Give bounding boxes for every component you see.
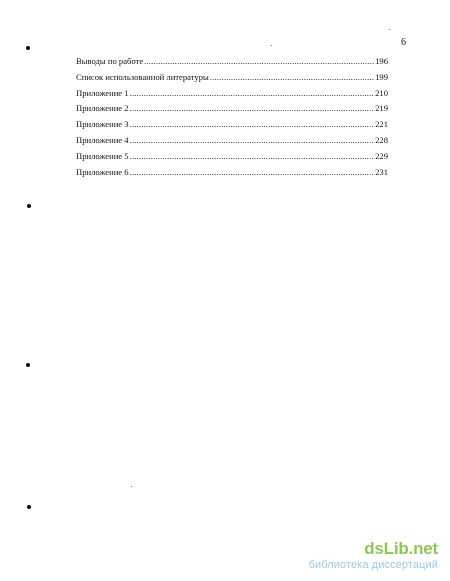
- toc-entry: [76, 102, 388, 118]
- scan-speck-icon: [131, 486, 132, 487]
- toc-entry-page: 199: [375, 71, 388, 82]
- watermark-caption: библиотека диссертаций: [308, 559, 438, 571]
- toc-entry-label: Приложение 6: [76, 166, 129, 177]
- toc-dot-leader: [130, 150, 375, 162]
- dslib-watermark: [309, 539, 438, 572]
- page-number: 6: [401, 37, 406, 48]
- toc-entry-page: 229: [375, 150, 388, 161]
- punch-hole-dot-icon: [27, 505, 31, 509]
- toc-entry-page: 196: [375, 56, 388, 66]
- toc-entry: [76, 134, 388, 150]
- toc-entry-page: 231: [375, 166, 388, 177]
- toc-entry-label: Приложение 2: [76, 103, 129, 114]
- toc-entry: [76, 87, 388, 103]
- toc-entry-label: Приложение 4: [76, 134, 129, 145]
- toc-entry: [76, 150, 388, 166]
- toc-entry-label: Выводы по работе: [76, 56, 144, 66]
- toc-entry: [76, 166, 388, 182]
- scan-speck-icon: [271, 45, 272, 46]
- table-of-contents: [76, 55, 388, 181]
- toc-dot-leader: [130, 118, 375, 130]
- toc-entry-page: 219: [375, 103, 388, 114]
- toc-dot-leader: [130, 134, 375, 146]
- toc-dot-leader: [144, 55, 374, 67]
- toc-dot-leader: [210, 71, 374, 83]
- toc-dot-leader: [130, 87, 375, 99]
- toc-entry: [76, 118, 388, 134]
- toc-entry-label: Приложение 5: [76, 150, 129, 161]
- punch-hole-dot-icon: [27, 204, 31, 208]
- toc-entry-page: 210: [375, 87, 388, 98]
- toc-entry: [76, 55, 388, 71]
- toc-entry-label: Список использованной литературы: [76, 71, 209, 82]
- toc-dot-leader: [130, 102, 375, 114]
- watermark-logo: dsLib.net: [364, 539, 438, 558]
- scan-speck-icon: [389, 29, 390, 30]
- toc-entry-page: 228: [375, 134, 388, 145]
- toc-entry-label: Приложение 3: [76, 119, 129, 130]
- punch-hole-dot-icon: [26, 46, 30, 50]
- punch-hole-dot-icon: [26, 363, 30, 367]
- toc-entry-label: Приложение 1: [76, 87, 129, 98]
- toc-dot-leader: [130, 166, 375, 178]
- toc-entry: [76, 71, 388, 87]
- toc-entry-page: 221: [375, 119, 388, 130]
